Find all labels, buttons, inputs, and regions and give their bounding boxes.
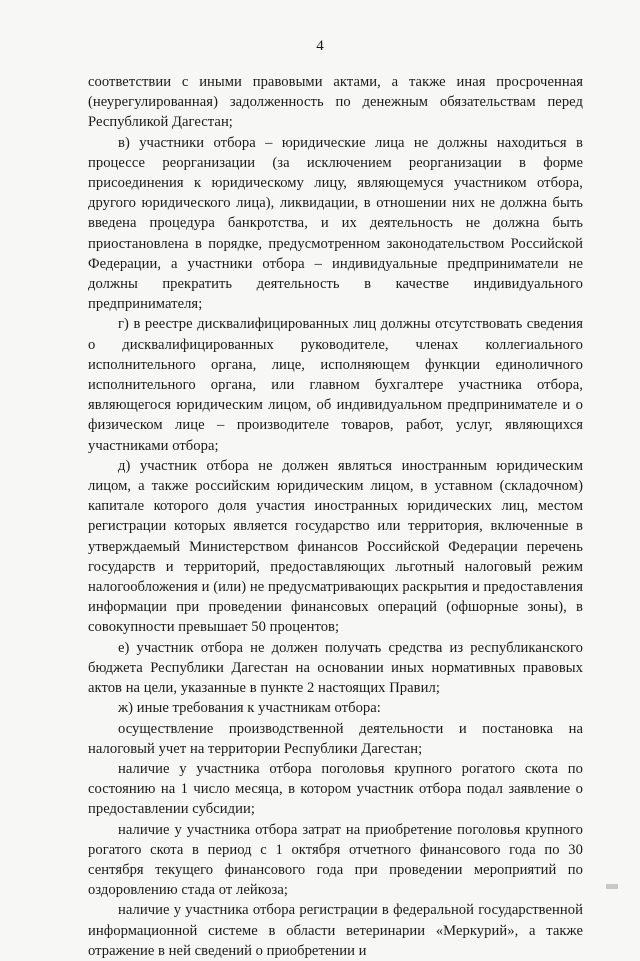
- page-number: 4: [316, 38, 324, 54]
- paragraph-requirement-1: осуществление производственной деятельности и постановка на налоговый учет на территории Республики Дагестан;: [88, 720, 583, 757]
- paragraph-continuation: соответствии с иными правовыми актами, а также иная просроченная (неурегулированная) задолженность по денежным обязательствам перед Республикой Дагестан;: [88, 74, 583, 131]
- document-body: [88, 72, 583, 961]
- paragraph-item-d: д) участник отбора не должен являться иностранным юридическим лицом, а также российским юридическим лицом, в уставном (складочном) капитале которого доля участия иностранных юридических лиц, местом регистрации которых является государство или территория, включенные в утверждаемый Министерством финансов Российской Федерации перечень государств и территорий, предоставляющих льготный налоговый режим налогообложения и (или) не предусматривающих раскрытия и предоставления информации при проведении финансовых операций (офшорные зоны), в совокупности превышает 50 процентов;: [88, 457, 583, 636]
- paragraph-item-v: в) участники отбора – юридические лица не должны находиться в процессе реорганизации (за исключением реорганизации в форме присоединения к юридическому лицу, являющемуся участником отбора, другого юридического лица), ликвидации, в отношении них не должна быть введена процедура банкротства, и их деятельность не должна быть приостановлена в порядке, предусмотренном законодательством Российской Федерации, а участники отбора – индивидуальные предприниматели не должны прекратить деятельность в качестве индивидуального предпринимателя;: [88, 134, 583, 313]
- paragraph-item-g: г) в реестре дисквалифицированных лиц должны отсутствовать сведения о дисквалифицированных руководителе, членах коллегиального исполнительного органа, лице, исполняющем функции единоличного исполнительного органа, или главном бухгалтере участника отбора, являющегося юридическим лицом, об индивидуальном предпринимателе и о физическом лице – производителе товаров, работ, услуг, являющихся участниками отбора;: [88, 316, 583, 454]
- paragraph-requirement-4: наличие у участника отбора регистрации в федеральной государственной информационной системе в области ветеринарии «Меркурий», а также отражение в ней сведений о приобретении и: [88, 902, 583, 959]
- scan-artifact: [606, 884, 618, 889]
- paragraph-requirement-3: наличие у участника отбора затрат на приобретение поголовья крупного рогатого скота в период с 1 октября отчетного финансового года по 30 сентября текущего финансового года при проведении мероприятий по оздоровлению стада от лейкоза;: [88, 821, 583, 899]
- paragraph-requirement-2: наличие у участника отбора поголовья крупного рогатого скота по состоянию на 1 число месяца, в котором участник отбора подал заявление о предоставлении субсидии;: [88, 760, 583, 818]
- paragraph-item-zh: ж) иные требования к участникам отбора:: [118, 700, 381, 717]
- paragraph-item-e: е) участник отбора не должен получать средства из республиканского бюджета Республики Дагестан на основании иных нормативных правовых актов на цели, указанные в пункте 2 настоящих Правил;: [88, 639, 583, 697]
